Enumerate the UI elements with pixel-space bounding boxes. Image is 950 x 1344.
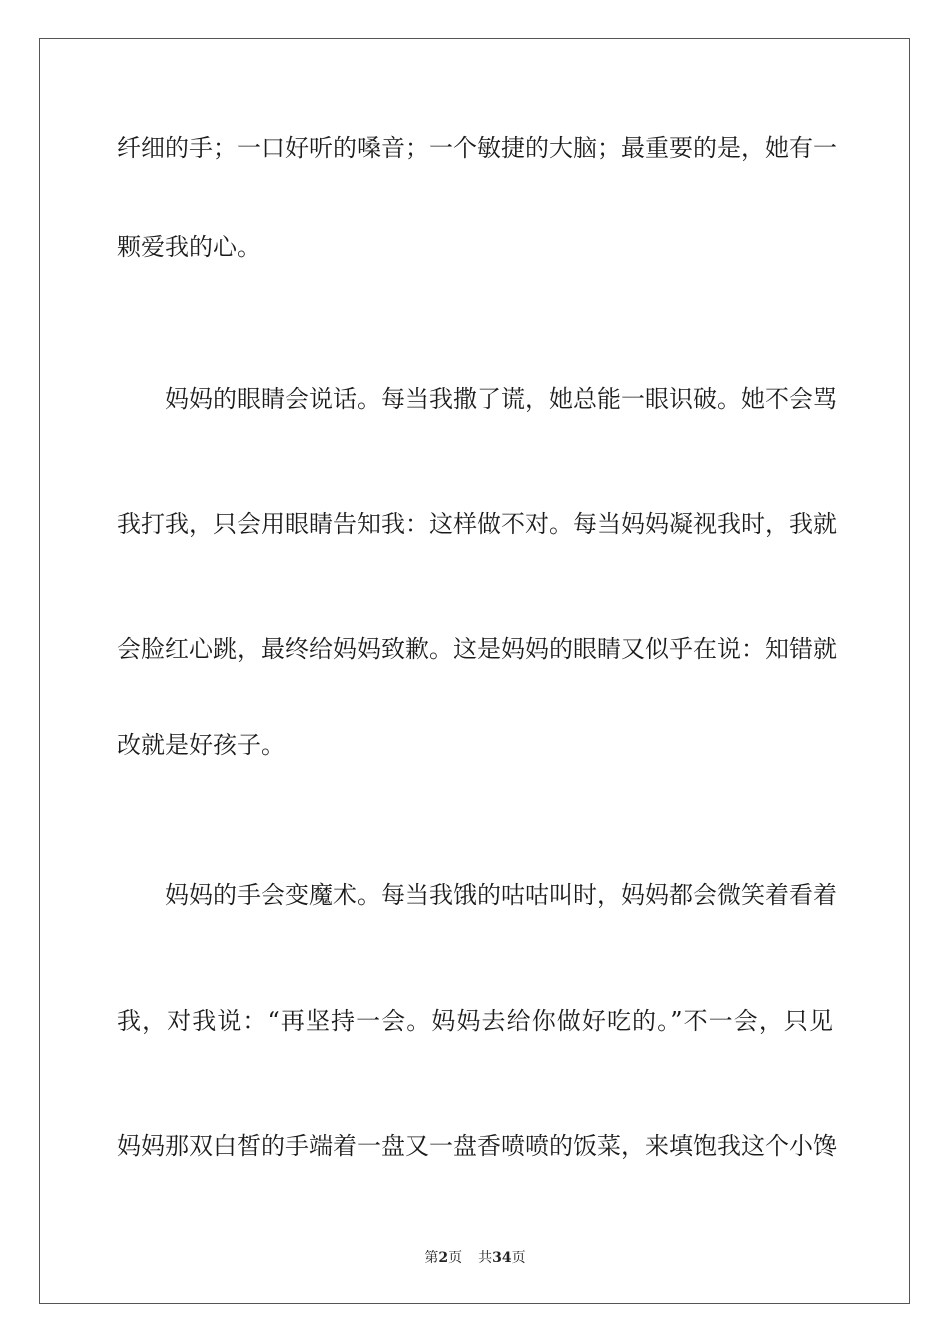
- page-frame: [39, 38, 910, 1304]
- text-line-2: 颗爱我的心。: [117, 233, 261, 261]
- footer-page-suffix: 页: [448, 1250, 463, 1266]
- text-line-9: 妈妈那双白皙的手端着一盘又一盘香喷喷的饭菜，来填饱我这个小馋: [117, 1132, 837, 1160]
- text-line-3: 妈妈的眼睛会说话。每当我撒了谎，她总能一眼识破。她不会骂: [117, 385, 837, 413]
- text-line-4: 我打我，只会用眼睛告知我：这样做不对。每当妈妈凝视我时，我就: [117, 510, 837, 538]
- footer-page-number: 2: [438, 1250, 449, 1266]
- text-line-5: 会脸红心跳，最终给妈妈致歉。这是妈妈的眼睛又似乎在说：知错就: [117, 635, 837, 663]
- page-footer: [0, 1247, 950, 1267]
- footer-total-suffix: 页: [511, 1250, 526, 1266]
- footer-page-prefix: 第: [424, 1250, 439, 1266]
- text-line-8: 我，对我说：“再坚持一会。妈妈去给你做好吃的。”不一会，只见: [117, 1007, 833, 1035]
- footer-total-pages: 34: [492, 1250, 512, 1266]
- text-line-6: 改就是好孩子。: [117, 731, 285, 759]
- footer-total-prefix: 共: [478, 1250, 493, 1266]
- text-line-1: 纤细的手；一口好听的嗓音；一个敏捷的大脑；最重要的是，她有一: [117, 134, 837, 162]
- text-line-7: 妈妈的手会变魔术。每当我饿的咕咕叫时，妈妈都会微笑着看着: [117, 881, 837, 909]
